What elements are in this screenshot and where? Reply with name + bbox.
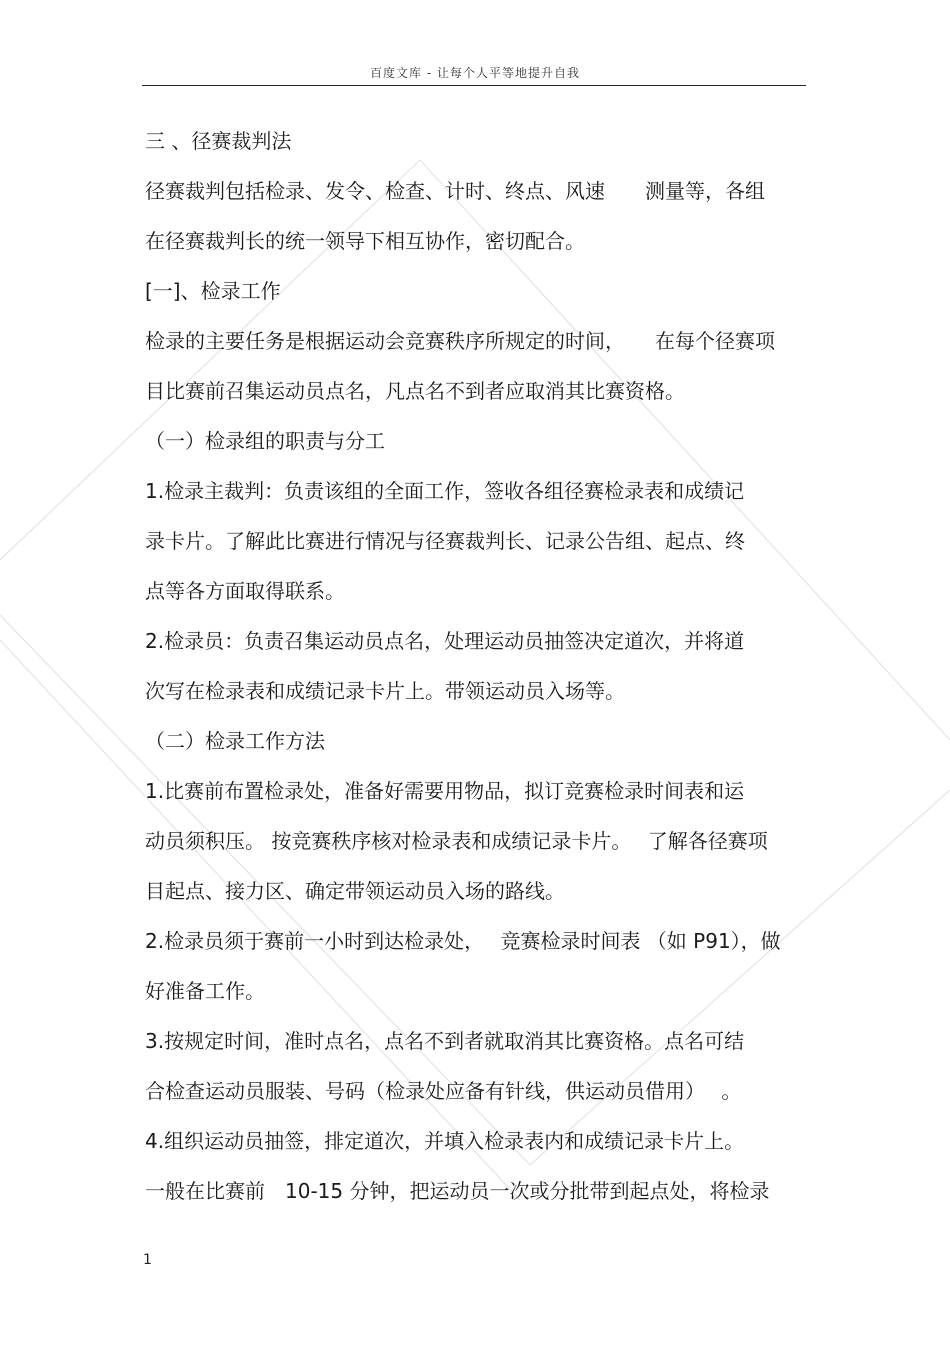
paragraph-line: 2.检录员须于赛前一小时到达检录处， 竞赛检录时间表 （如 P91），做 <box>145 929 781 953</box>
paragraph-line: 2.检录员：负责召集运动员点名，处理运动员抽签决定道次，并将道 <box>145 629 745 653</box>
paragraph-line: 在径赛裁判长的统一领导下相互协作，密切配合。 <box>145 229 585 253</box>
paragraph-line: 目比赛前召集运动员点名，凡点名不到者应取消其比赛资格。 <box>145 379 685 403</box>
paragraph-line: 3.按规定时间，准时点名，点名不到者就取消其比赛资格。点名可结 <box>145 1029 745 1053</box>
paragraph-line: 合检查运动员服装、号码（检录处应备有针线，供运动员借用） 。 <box>145 1079 742 1103</box>
paragraph-line: 检录的主要任务是根据运动会竞赛秩序所规定的时间， 在每个径赛项 <box>145 329 775 353</box>
subsection-heading: （二）检录工作方法 <box>145 729 325 753</box>
paragraph-line: 1.检录主裁判：负责该组的全面工作，签收各组径赛检录表和成绩记 <box>145 479 745 503</box>
paragraph-line: 次写在检录表和成绩记录卡片上。带领运动员入场等。 <box>145 679 625 703</box>
paragraph-line: 径赛裁判包括检录、发令、检查、计时、终点、风速 测量等，各组 <box>145 179 765 203</box>
paragraph-line: 一般在比赛前 10-15 分钟，把运动员一次或分批带到起点处，将检录 <box>145 1179 770 1203</box>
paragraph-line: 好准备工作。 <box>145 979 265 1003</box>
paragraph-line: 点等各方面取得联系。 <box>145 579 345 603</box>
subsection-heading: （一）检录组的职责与分工 <box>145 429 385 453</box>
paragraph-line: 1.比赛前布置检录处，准备好需要用物品，拟订竞赛检录时间表和运 <box>145 779 745 803</box>
paragraph-line: 录卡片。了解此比赛进行情况与径赛裁判长、记录公告组、起点、终 <box>145 529 745 553</box>
header-divider <box>142 85 806 86</box>
section-heading: 三 、径赛裁判法 <box>145 129 292 153</box>
page-number: 1 <box>143 1252 152 1268</box>
paragraph-line: 动员须积压。 按竞赛秩序核对检录表和成绩记录卡片。 了解各径赛项 <box>145 829 768 853</box>
paragraph-line: 4.组织运动员抽签，排定道次，并填入检录表内和成绩记录卡片上。 <box>145 1129 745 1153</box>
subsection-heading: [一]、检录工作 <box>145 279 281 303</box>
page-header: 百度文库 - 让每个人平等地提升自我 <box>370 66 580 80</box>
paragraph-line: 目起点、接力区、确定带领运动员入场的路线。 <box>145 879 565 903</box>
